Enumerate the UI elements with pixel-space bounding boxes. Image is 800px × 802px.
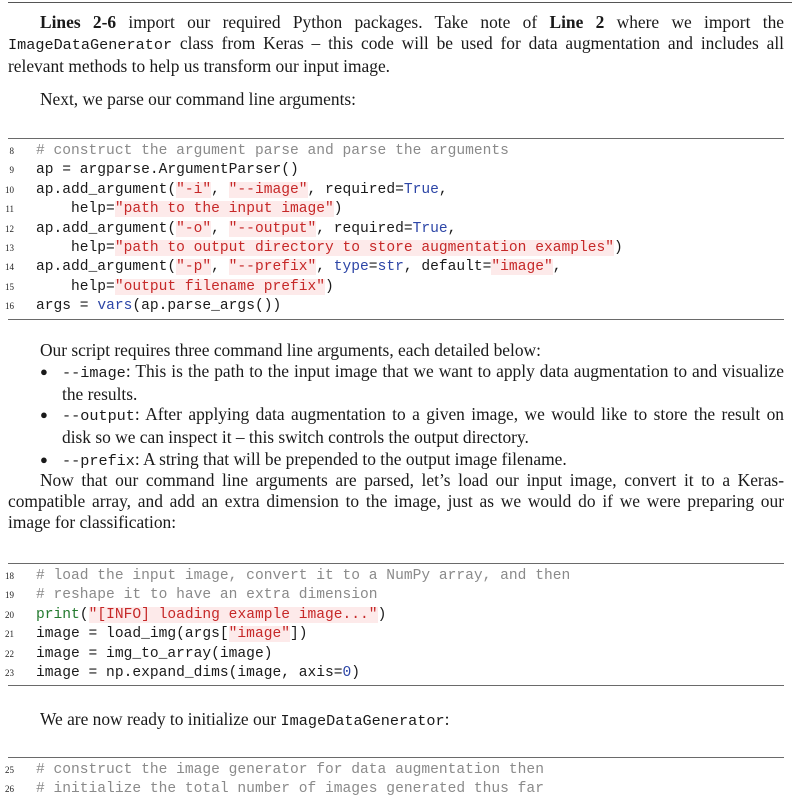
code-line: 9 ap = argparse.ArgumentParser() [8, 161, 784, 180]
top-divider [8, 2, 792, 3]
code-line: 21 image = load_img(args["image"]) [8, 625, 784, 644]
line-number: 15 [5, 281, 14, 292]
bullet-item-prefix: ● --prefix: A string that will be prepended to the output image filename. [40, 449, 567, 470]
line-number: 23 [5, 667, 14, 678]
code-line: 15 help="output filename prefix") [8, 278, 784, 297]
line-number: 25 [5, 765, 14, 775]
line-number: 14 [5, 262, 14, 273]
line-reference: Line 2 [549, 12, 605, 32]
bullet-icon: ● [40, 452, 48, 467]
line-number: 11 [5, 204, 14, 215]
bullet-code: --image [62, 364, 126, 382]
class-name-inline-code: ImageDataGenerator [8, 36, 173, 54]
class-name-inline-code: ImageDataGenerator [280, 712, 445, 730]
bullet-icon: ● [40, 407, 48, 422]
bullet-item-image: ● --image: This is the path to the input image that we want to apply data augmentation to and visualize the results. [40, 361, 784, 404]
line-number: 26 [5, 784, 14, 795]
line-number: 21 [5, 629, 14, 640]
code-line: 11 help="path to the input image") [8, 200, 784, 219]
line-number: 20 [5, 609, 14, 620]
bullet-icon: ● [40, 364, 48, 379]
code-block-generator [5, 757, 784, 802]
code-line: 26 # initialize the total number of images generated thus far [8, 780, 784, 799]
bullet-item-output: ● --output: After applying data augmentation to a given image, we would like to store the result on disk so we can inspect it – this switch controls the output directory. [40, 404, 784, 447]
code-line: 16 args = vars(ap.parse_args()) [8, 297, 784, 316]
code-line: 10 ap.add_argument("-i", "--image", required=True, [8, 181, 784, 200]
line-number: 8 [9, 146, 14, 156]
code-line: 18 # load the input image, convert it to a NumPy array, and then [8, 567, 784, 586]
paragraph-three-arguments: Our script requires three command line arguments, each detailed below: [40, 340, 541, 360]
code-block-bottom-rule [8, 685, 784, 686]
paragraph-parse-args: Next, we parse our command line arguments: [40, 89, 357, 109]
line-number: 18 [5, 571, 14, 581]
paragraph-init-generator: We are now ready to initialize our ImageDataGenerator: [40, 709, 450, 730]
bullet-code: --output [62, 407, 135, 425]
code-block-top-rule [8, 563, 784, 564]
line-number: 19 [5, 590, 14, 601]
line-number: 22 [5, 648, 14, 659]
code-block-arguments [5, 138, 784, 320]
code-line: 20 print("[INFO] loading example image...") [8, 606, 784, 625]
code-line: 8 # construct the argument parse and parse the arguments [8, 142, 784, 161]
code-line: 12 ap.add_argument("-o", "--output", required=True, [8, 220, 784, 239]
code-block-load-image [5, 563, 784, 686]
line-number: 16 [5, 301, 14, 312]
code-block-top-rule [8, 138, 784, 139]
paragraph-load-image: Now that our command line arguments are parsed, let’s load our input image, convert it to a Keras-compatible array, and add an extra dimension to the image, just as we would do if we were preparing our image for classification: [8, 470, 784, 532]
code-line: 22 image = img_to_array(image) [8, 645, 784, 664]
line-number: 12 [5, 223, 14, 234]
line-number: 9 [9, 165, 14, 176]
lines-reference: Lines 2-6 [40, 12, 117, 32]
code-line: 13 help="path to output directory to store augmentation examples") [8, 239, 784, 258]
line-number: 13 [5, 242, 14, 253]
code-line: 19 # reshape it to have an extra dimension [8, 586, 784, 605]
code-block-bottom-rule [8, 319, 784, 320]
code-line: 25 # construct the image generator for data augmentation then [8, 761, 784, 780]
paragraph-intro: Lines 2-6 import our required Python packages. Take note of Line 2 where we import the ImageDataGenerator class from Keras – this code will be used for data augmentation and includes all relevant methods to help us transform our input image. [8, 12, 784, 76]
code-line: 23 image = np.expand_dims(image, axis=0) [8, 664, 784, 683]
bullet-code: --prefix [62, 452, 135, 470]
code-line: 14 ap.add_argument("-p", "--prefix", type=str, default="image", [8, 258, 784, 277]
line-number: 10 [5, 184, 14, 195]
code-block-top-rule [8, 757, 784, 758]
